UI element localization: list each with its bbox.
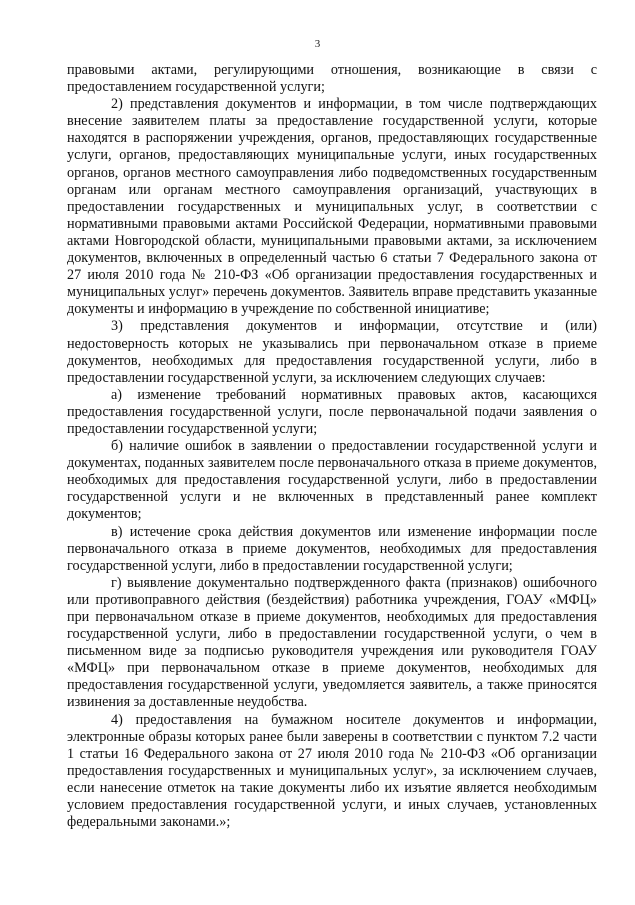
paragraph-item-2: 2) представления документов и информации, в том числе подтверждающих внесение заявителем платы за предоставление государственной услуги, которые находятся в распоряжении учреждения, органов, предоставляющих государственные услуги, органов, предоставляющих муниципальные услуги, иных государственных органов, органов местного самоуправления либо подведомственных государственным органам или органам местного самоуправления организаций, участвующих в предоставлении государственных и муниципальных услуг, в соответствии с нормативными правовыми актами Российской Федерации, нормативными правовыми актами Новгородской области, муниципальными правовыми актами, за исключением документов, включенных в определенный частью 6 статьи 7 Федерального закона от 27 июля 2010 года № 210-ФЗ «Об организации предоставления государственных и муниципальных услуг» перечень документов. Заявитель вправе представить указанные документы и информацию в учреждение по собственной инициативе; [67, 96, 597, 318]
paragraph-item-3: 3) представления документов и информации, отсутствие и (или) недостоверность которых не указывались при первоначальном отказе в приеме документов, необходимых для предоставления государственной услуги, либо в предоставлении государственной услуги, за исключением следующих случаев: [67, 318, 597, 386]
paragraph-subitem-g: г) выявление документально подтвержденного факта (признаков) ошибочного или противоправного действия (бездействия) работника учреждения, ГОАУ «МФЦ» при первоначальном отказе в приеме документов, необходимых для предоставления государственной услуги, либо в предоставлении государственной услуги, о чем в письменном виде за подписью руководителя учреждения или руководителя ГОАУ «МФЦ» при первоначальном отказе в приеме документов, необходимых для предоставления государственной услуги, уведомляется заявитель, а также приносятся извинения за доставленные неудобства. [67, 574, 597, 711]
document-body [67, 62, 597, 831]
paragraph-subitem-a: а) изменение требований нормативных правовых актов, касающихся предоставления государственной услуги, после первоначальной подачи заявления о предоставлении государственной услуги; [67, 386, 597, 437]
paragraph-subitem-b: б) наличие ошибок в заявлении о предоставлении государственной услуги и документах, поданных заявителем после первоначального отказа в приеме документов, необходимых для предоставления государственной услуги, либо в предоставлении государственной услуги и не включенных в представленный ранее комплект документов; [67, 438, 597, 523]
paragraph-continuation: правовыми актами, регулирующими отношения, возникающие в связи с предоставлением государственной услуги; [67, 62, 597, 96]
page-number: 3 [314, 38, 321, 50]
paragraph-item-4: 4) предоставления на бумажном носителе документов и информации, электронные образы которых ранее были заверены в соответствии с пунктом 7.2 части 1 статьи 16 Федерального закона от 27 июля 2010 года № 210-ФЗ «Об организации предоставления государственных и муниципальных услуг», за исключением случаев, если нанесение отметок на такие документы либо их изъятие является необходимым условием предоставления государственной услуги, и иных случаев, установленных федеральными законами.»; [67, 711, 597, 831]
paragraph-subitem-v: в) истечение срока действия документов или изменение информации после первоначального отказа в приеме документов, необходимых для предоставления государственной услуги, либо в предоставлении государственной услуги; [67, 523, 597, 574]
